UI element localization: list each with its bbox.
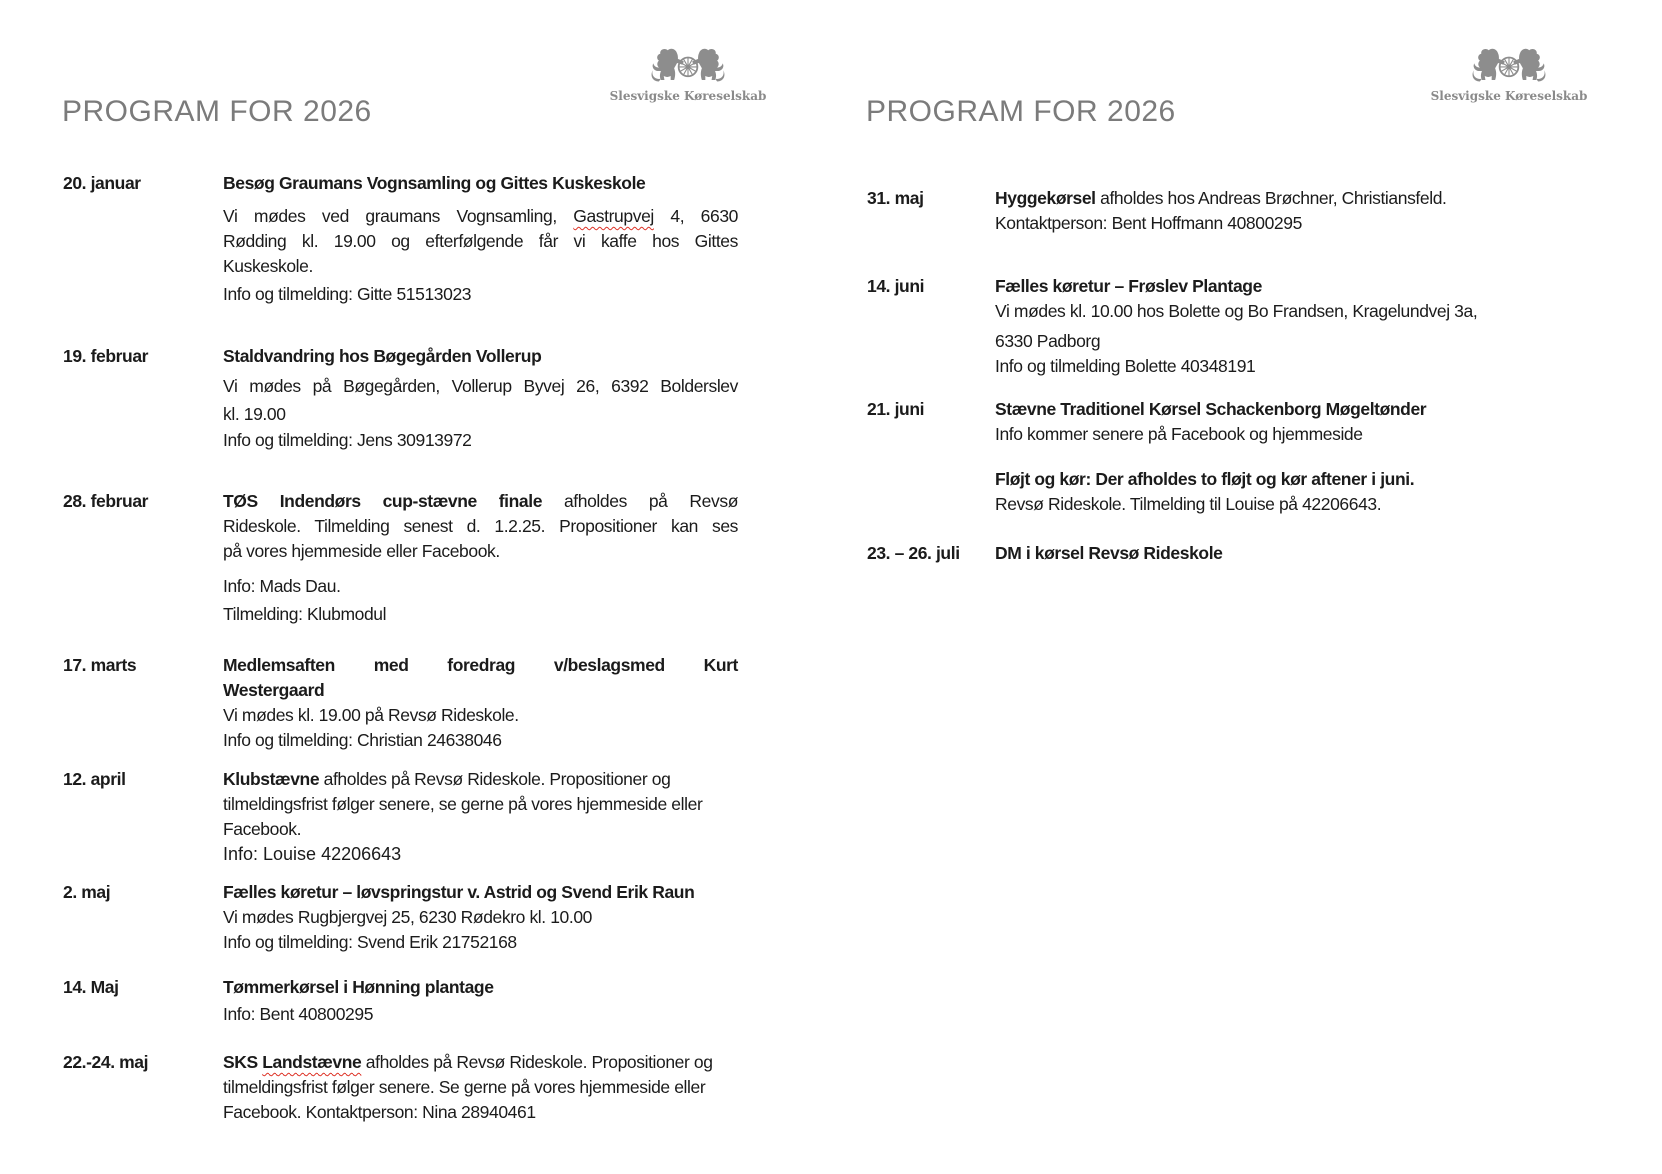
event-entry [867,467,1493,517]
event-text-line [995,492,1493,517]
text-run: Kuskeskole. [223,256,313,276]
event-description [995,467,1493,517]
text-run: Info og tilmelding: Christian 24638046 [223,730,502,750]
text-run: Info: Mads Dau. [223,576,341,596]
text-run: Info kommer senere på Facebook og hjemmeside [995,424,1363,444]
page-title: PROGRAM FOR 2026 [866,95,1176,128]
event-date: 21. juni [867,399,925,419]
misspelled-word: Gastrupvej [573,206,654,226]
event-date: 31. maj [867,188,924,208]
text-run: SKS [223,1052,263,1072]
misspelled-word: Landstævne [262,1052,362,1072]
text-run: Fælles køretur – Frøslev Plantage [995,276,1262,296]
text-run: afholdes hos Andreas Brøchner, Christiansfeld. [1095,188,1447,208]
club-logo-wordmark: Slesvigske Køreselskab [1430,89,1588,103]
text-run: Medlemsaften med foredrag v/beslagsmed Kurt [223,655,738,675]
text-run: Facebook. [223,819,302,839]
text-run: Info og tilmelding: Gitte 51513023 [223,284,472,304]
page-title: PROGRAM FOR 2026 [62,95,372,128]
event-entry [867,397,1493,447]
text-run: Info: Bent 40800295 [223,1004,374,1024]
text-run: Info: Louise 42206643 [223,844,402,864]
event-text-line [995,467,1493,492]
event-date: 19. februar [63,346,149,366]
event-date: 2. maj [63,882,111,902]
text-run: på vores hjemmeside eller Facebook. [223,541,500,561]
text-run: afholdes på Revsø Rideskole. Propositioner og [361,1052,713,1072]
event-text-line [995,274,1493,299]
event-entry [867,541,1493,566]
text-run: Revsø Rideskole. Tilmelding til Louise på 42206643. [995,494,1382,514]
text-run: Vi mødes kl. 10.00 hos Bolette og Bo Frandsen, Kragelundvej 3a, [995,301,1478,321]
text-run: afholdes på Revsø Rideskole. Propositioner og [319,769,671,789]
text-run: Tilmelding: Klubmodul [223,604,387,624]
text-run: Westergaard [223,680,325,700]
text-run: Hyggekørsel [995,188,1096,208]
event-text-line [995,541,1493,566]
text-run: TØS Indendørs cup-stævne finale [223,491,543,511]
event-text-line [995,299,1493,324]
event-text-line [995,211,1493,236]
event-description [995,397,1493,447]
text-run: Facebook. Kontaktperson: Nina 28940461 [223,1102,536,1122]
event-description [995,186,1493,236]
event-text-line [995,422,1493,447]
text-run: Rideskole. Tilmelding senest d. 1.2.25. Propositioner kan ses [223,516,738,536]
event-date: 23. – 26. juli [867,543,960,563]
club-logo-wordmark: Slesvigske Køreselskab [609,89,767,103]
text-run: Klubstævne [223,769,320,789]
text-run: Vi mødes ved graumans Vognsamling, [223,206,574,226]
text-run: Vi mødes Rugbjergvej 25, 6230 Rødekro kl. 10.00 [223,907,593,927]
event-description [995,541,1493,566]
event-text-line [995,354,1493,379]
text-run: Vi mødes på Bøgegården, Vollerup Byvej 26, 6392 Bolderslev [223,376,738,396]
text-run: Info og tilmelding Bolette 40348191 [995,356,1256,376]
text-run: 4, 6630 [653,206,738,226]
event-date: 28. februar [63,491,149,511]
text-run: Info og tilmelding: Jens 30913972 [223,430,472,450]
event-date: 20. januar [63,173,141,193]
text-run: kl. 19.00 [223,404,286,424]
event-text-line [995,397,1493,422]
event-date: 17. marts [63,655,137,675]
text-run: 6330 Padborg [995,331,1101,351]
text-run: Besøg Graumans Vognsamling og Gittes Kuskeskole [223,173,646,193]
event-date: 14. Maj [63,977,119,997]
text-run: Staldvandring hos Bøgegården Vollerup [223,346,542,366]
event-entry [867,274,1493,379]
event-text-line [995,329,1493,354]
text-run: Vi mødes kl. 19.00 på Revsø Rideskole. [223,705,519,725]
event-description [995,274,1493,379]
text-run: afholdes på Revsø [542,491,738,511]
event-date: 12. april [63,769,126,789]
text-run: Fælles køretur – løvspringstur v. Astrid og Svend Erik Raun [223,882,695,902]
event-entry [867,186,1493,236]
text-run: tilmeldingsfrist følger senere, se gerne på vores hjemmeside eller [223,794,703,814]
text-run: Info og tilmelding: Svend Erik 21752168 [223,932,517,952]
event-text-line [995,186,1493,211]
text-run: DM i kørsel Revsø Rideskole [995,543,1223,563]
text-run: Stævne Traditionel Kørsel Schackenborg Møgeltønder [995,399,1427,419]
text-run: tilmeldingsfrist følger senere. Se gerne på vores hjemmeside eller [223,1077,706,1097]
event-date: 22.-24. maj [63,1052,149,1072]
text-run: Tømmerkørsel i Hønning plantage [223,977,494,997]
text-run: Kontaktperson: Bent Hoffmann 40800295 [995,213,1302,233]
text-run: Fløjt og kør: Der afholdes to fløjt og kør aftener i juni. [995,469,1415,489]
text-run: Rødding kl. 19.00 og efterfølgende får vi kaffe hos Gittes [223,231,738,251]
event-date: 14. juni [867,276,925,296]
